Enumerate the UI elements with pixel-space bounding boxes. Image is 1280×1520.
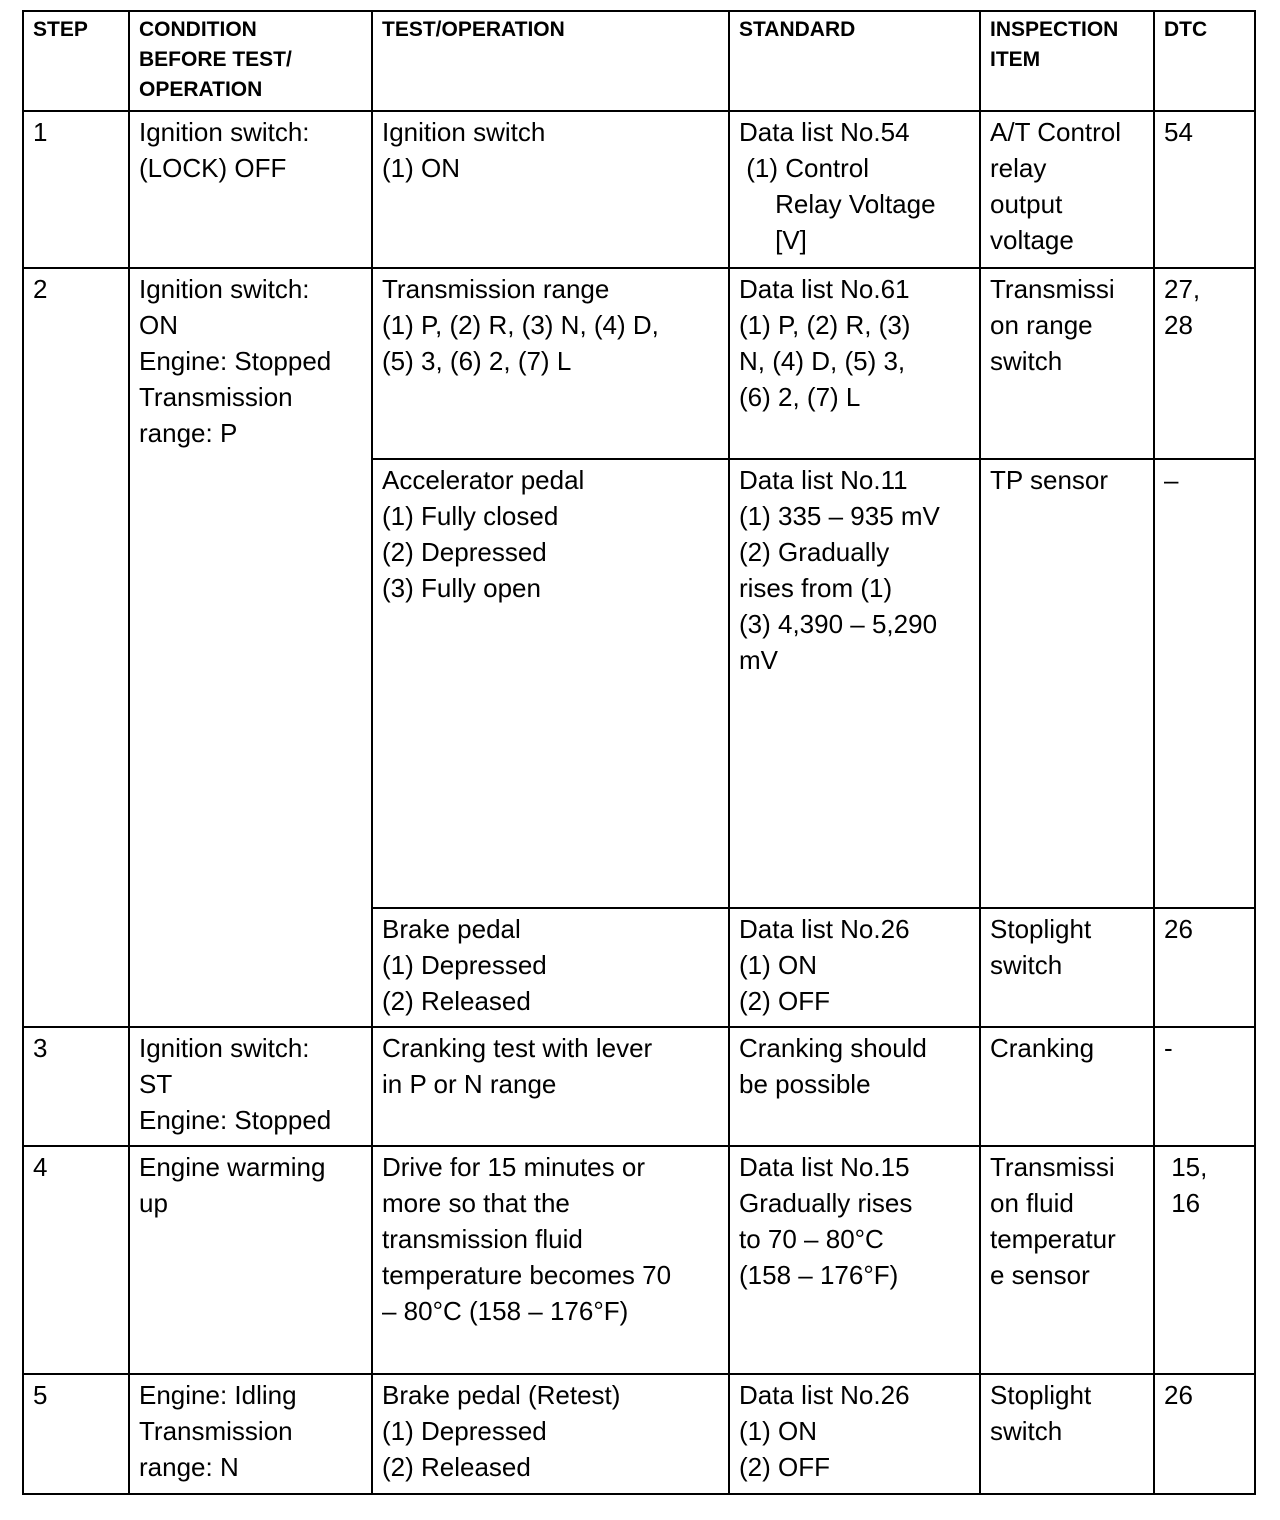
standard-cell: Data list No.11 (1) 335 – 935 mV (2) Gradually rises from (1) (3) 4,390 – 5,290 mV (729, 459, 980, 908)
table-row (23, 1027, 1255, 1146)
condition-cell: Ignition switch: ON Engine: Stopped Transmission range: P (129, 268, 372, 1027)
item-cell: Cranking (980, 1027, 1154, 1146)
standard-cell: Data list No.26 (1) ON (2) OFF (729, 1374, 980, 1494)
standard-cell: Data list No.15 Gradually rises to 70 – 80°C (158 – 176°F) (729, 1146, 980, 1374)
test-cell: Cranking test with lever in P or N range (372, 1027, 729, 1146)
item-cell: Stoplight switch (980, 1374, 1154, 1494)
dtc-cell: 27, 28 (1154, 268, 1255, 459)
table-row (23, 1146, 1255, 1374)
step-cell: 3 (23, 1027, 129, 1146)
dtc-cell: 26 (1154, 1374, 1255, 1494)
header-condition: CONDITION BEFORE TEST/ OPERATION (129, 11, 372, 111)
condition-cell: Ignition switch: ST Engine: Stopped (129, 1027, 372, 1146)
standard-cell: Data list No.26 (1) ON (2) OFF (729, 908, 980, 1027)
header-row (23, 11, 1255, 111)
table-row (23, 1374, 1255, 1494)
test-cell: Drive for 15 minutes or more so that the transmission fluid temperature becomes 70 – 80°C (158 – 176°F) (372, 1146, 729, 1374)
step-cell: 4 (23, 1146, 129, 1374)
test-cell: Brake pedal (1) Depressed (2) Released (372, 908, 729, 1027)
dtc-cell: 26 (1154, 908, 1255, 1027)
test-cell: Brake pedal (Retest) (1) Depressed (2) Released (372, 1374, 729, 1494)
table-row (23, 111, 1255, 268)
dtc-cell: – (1154, 459, 1255, 908)
step-cell: 1 (23, 111, 129, 268)
item-cell: Transmissi on range switch (980, 268, 1154, 459)
test-cell: Ignition switch (1) ON (372, 111, 729, 268)
standard-cell: Cranking should be possible (729, 1027, 980, 1146)
inspection-table (22, 10, 1256, 1495)
dtc-cell: 54 (1154, 111, 1255, 268)
standard-cell: Data list No.61 (1) P, (2) R, (3) N, (4) D, (5) 3, (6) 2, (7) L (729, 268, 980, 459)
item-cell: Transmissi on fluid temperatur e sensor (980, 1146, 1154, 1374)
dtc-cell: - (1154, 1027, 1255, 1146)
condition-cell: Engine warming up (129, 1146, 372, 1374)
condition-cell: Engine: Idling Transmission range: N (129, 1374, 372, 1494)
header-item: INSPECTION ITEM (980, 11, 1154, 111)
table-row (23, 268, 1255, 459)
dtc-cell: 15, 16 (1154, 1146, 1255, 1374)
step-cell: 2 (23, 268, 129, 1027)
standard-cell: Data list No.54 (1) Control Relay Voltage [V] (729, 111, 980, 268)
test-cell: Transmission range (1) P, (2) R, (3) N, (4) D, (5) 3, (6) 2, (7) L (372, 268, 729, 459)
header-standard: STANDARD (729, 11, 980, 111)
header-dtc: DTC (1154, 11, 1255, 111)
item-cell: Stoplight switch (980, 908, 1154, 1027)
condition-cell: Ignition switch: (LOCK) OFF (129, 111, 372, 268)
item-cell: TP sensor (980, 459, 1154, 908)
test-cell: Accelerator pedal (1) Fully closed (2) Depressed (3) Fully open (372, 459, 729, 908)
step-cell: 5 (23, 1374, 129, 1494)
item-cell: A/T Control relay output voltage (980, 111, 1154, 268)
header-step: STEP (23, 11, 129, 111)
header-test: TEST/OPERATION (372, 11, 729, 111)
